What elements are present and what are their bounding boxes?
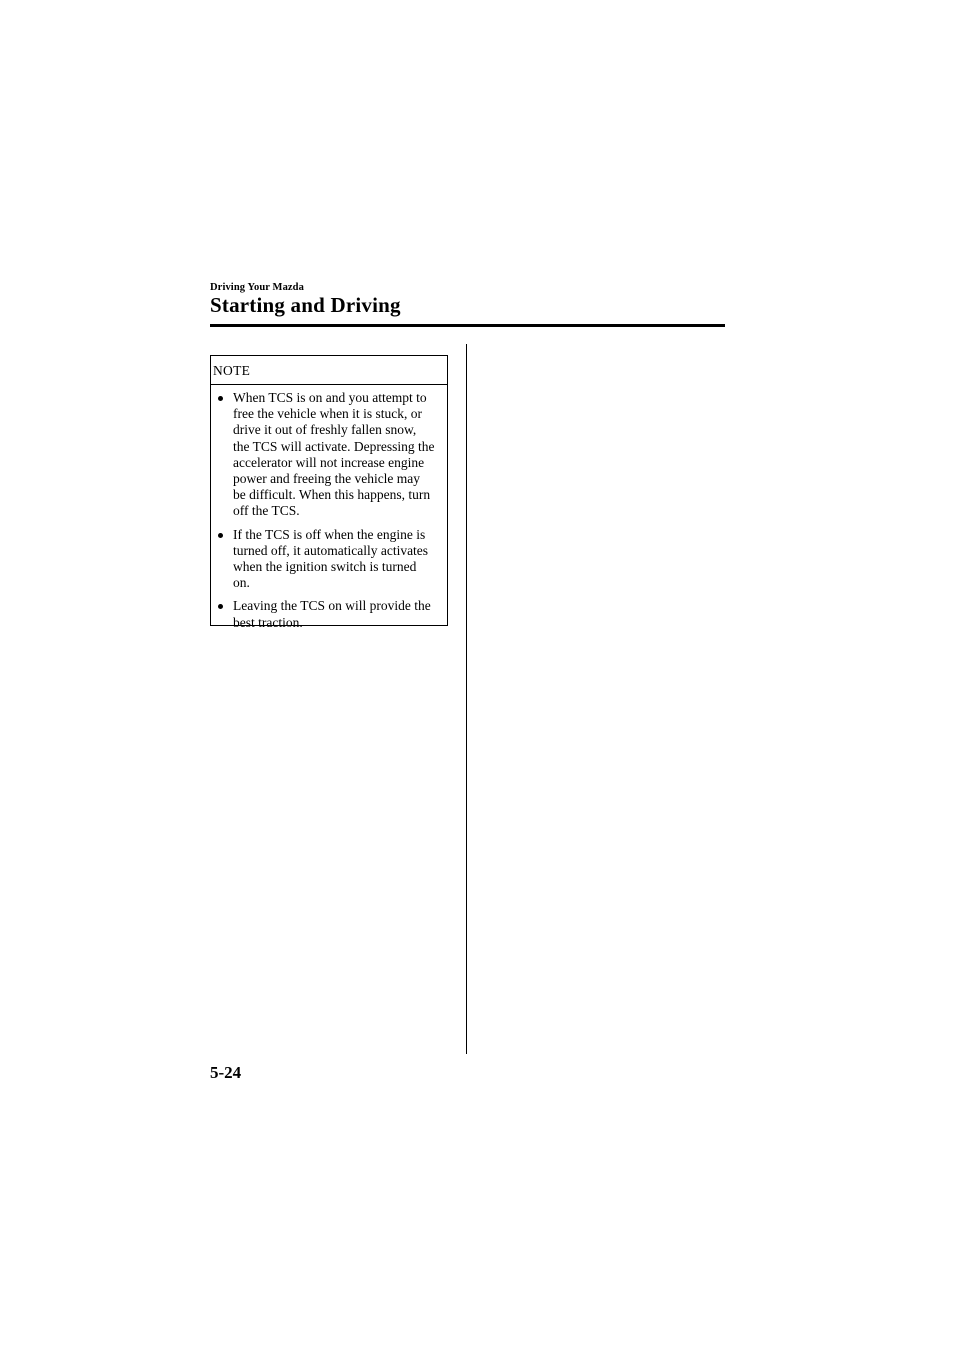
page-number: 5-24: [210, 1063, 242, 1082]
note-item: [217, 527, 447, 592]
note-line: Leaving the TCS on will provide the: [233, 598, 431, 614]
section-label: Driving Your Mazda: [210, 282, 304, 293]
note-box: [210, 355, 448, 630]
note-title: NOTE: [213, 363, 251, 378]
note-item: [217, 390, 447, 520]
note-line: best traction.: [233, 614, 303, 630]
note-line: be difficult. When this happens, turn: [233, 487, 431, 503]
note-line: off the TCS.: [233, 503, 300, 519]
note-line: drive it out of freshly fallen snow,: [233, 422, 417, 438]
note-line: free the vehicle when it is stuck, or: [233, 406, 422, 422]
note-line: power and freeing the vehicle may: [233, 471, 421, 487]
note-line: accelerator will not increase engine: [233, 454, 425, 470]
note-list: [217, 390, 447, 638]
bullet-icon: [218, 396, 223, 401]
note-line: turned off, it automatically activates: [233, 542, 429, 558]
note-line: on.: [233, 575, 250, 591]
bullet-icon: [218, 533, 223, 538]
note-line: When TCS is on and you attempt to: [233, 390, 427, 405]
note-rule: [211, 384, 447, 385]
bullet-icon: [218, 604, 223, 609]
note-line: the TCS will activate. Depressing the: [233, 438, 435, 454]
title-rule: [210, 324, 725, 327]
note-line: when the ignition switch is turned: [233, 559, 417, 575]
page-title: Starting and Driving: [210, 293, 401, 317]
column-divider: [466, 344, 467, 1054]
note-item: [217, 598, 447, 630]
note-line: If the TCS is off when the engine is: [233, 526, 426, 542]
